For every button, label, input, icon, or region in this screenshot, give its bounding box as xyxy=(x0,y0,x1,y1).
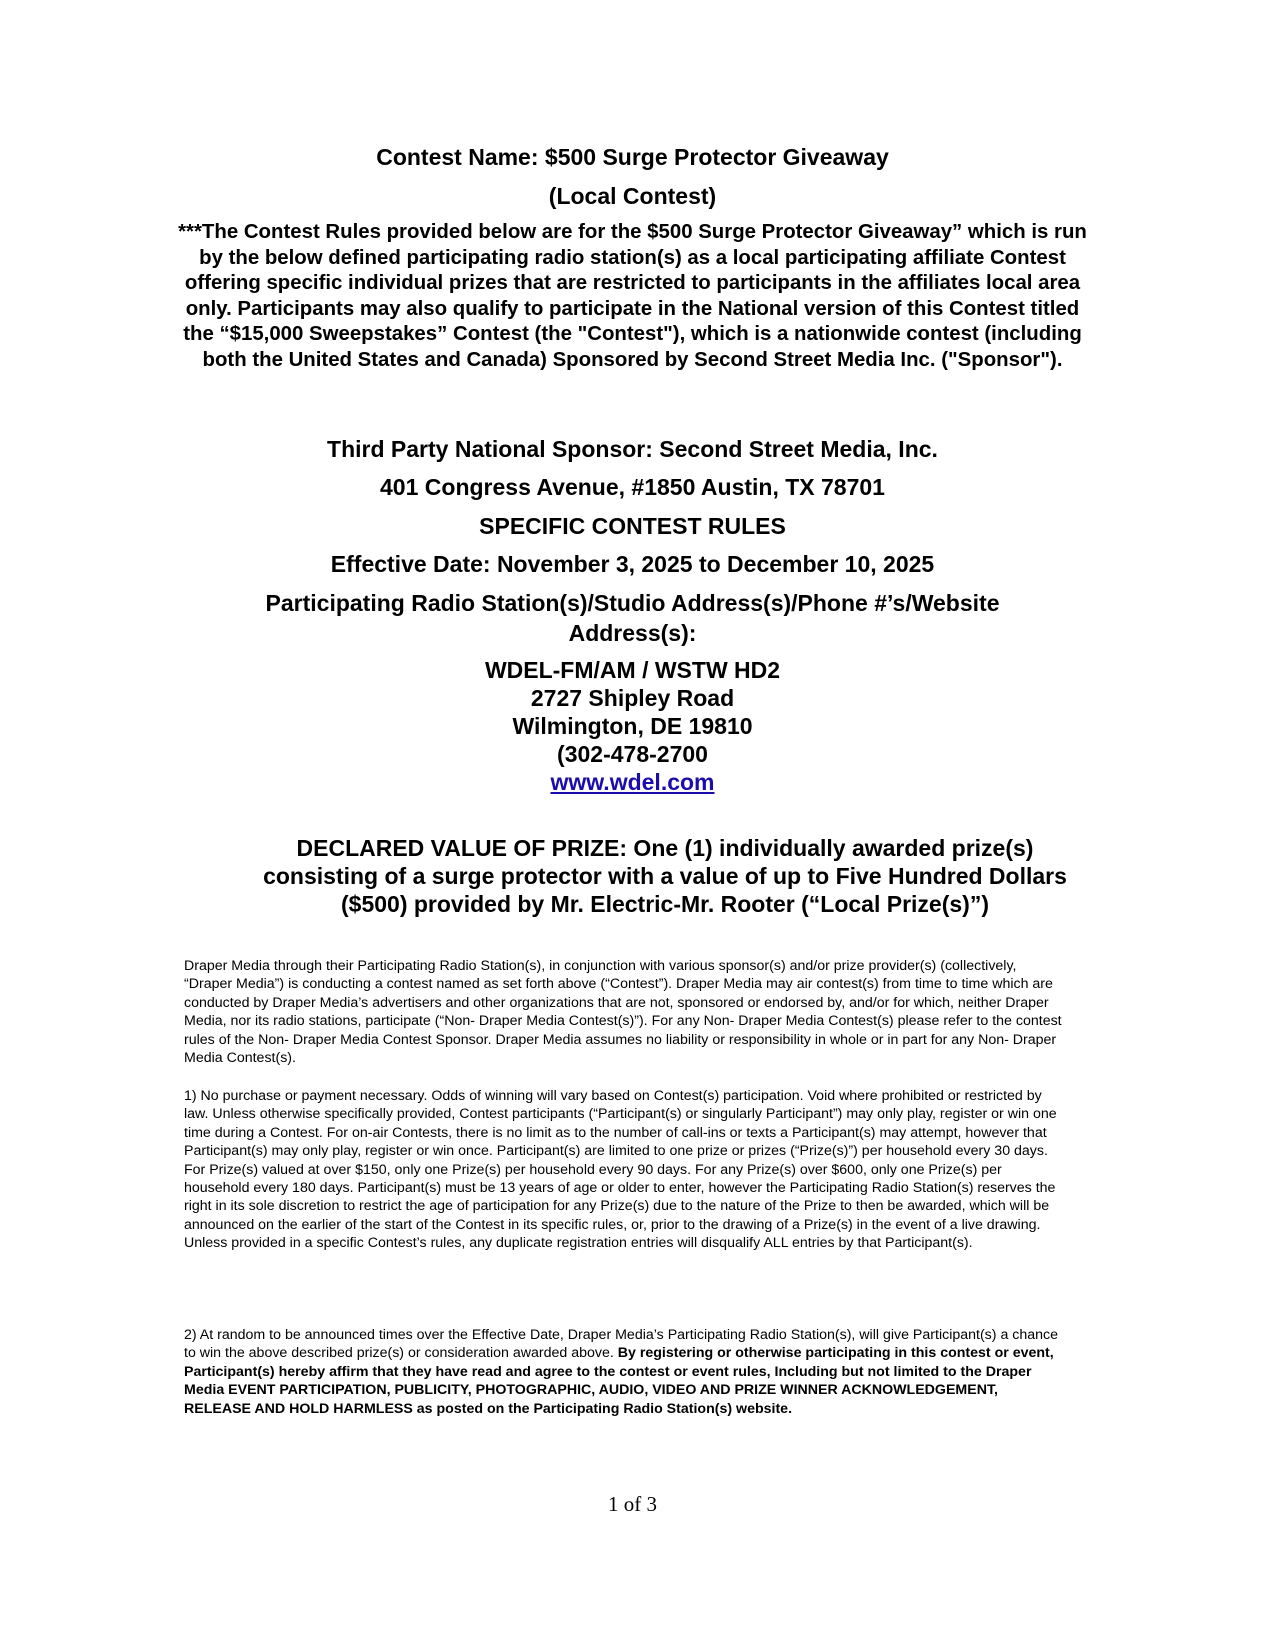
contest-type-heading: (Local Contest) xyxy=(548,183,717,209)
station-city: Wilmington, DE 19810 xyxy=(512,713,753,739)
rule-2-bold-text: By registering or otherwise participating in this contest or event, Participant(s) hereby affirm that they have read and agree to the contest or event rules, Including but not limited to the Draper Media EVENT PARTICIPATION, PUBLICITY, PHOTOGRAPHIC, AUDIO, VIDEO AND PRIZE WINNER ACKNOWLEDGEMENT, RELEASE AND HOLD HARMLESS as posted on the Participating Radio Station(s) website. xyxy=(184,1345,1054,1417)
page-number: 1 of 3 xyxy=(608,1492,657,1516)
rules-heading: SPECIFIC CONTEST RULES xyxy=(479,513,786,539)
contest-name-heading: Contest Name: $500 Surge Protector Giveaway xyxy=(376,144,889,170)
sponsor-name: Third Party National Sponsor: Second Street Media, Inc. xyxy=(327,436,938,462)
rule-2 xyxy=(184,1326,1064,1418)
station-website-link[interactable]: www.wdel.com xyxy=(550,769,715,795)
station-street: 2727 Shipley Road xyxy=(530,685,735,711)
rule-2-text: 2) At random to be announced times over the Effective Date, Draper Media’s Participating Radio Station(s), will give Participant(s) a chance to win the above described prize(s) or consideration awarded above. xyxy=(184,1327,1059,1362)
station-call-letters: WDEL-FM/AM / WSTW HD2 xyxy=(484,657,781,683)
declared-value-of-prize: DECLARED VALUE OF PRIZE: One (1) individually awarded prize(s) consisting of a surge protector with a value of up to Five Hundred Dollars ($500) provided by Mr. Electric-Mr. Rooter (“Local Prize(s)”) xyxy=(263,835,1067,917)
station-phone: (302-478-2700 xyxy=(557,741,708,767)
effective-date: Effective Date: November 3, 2025 to December 10, 2025 xyxy=(330,551,935,577)
rules-preamble: Draper Media through their Participating Radio Station(s), in conjunction with various sponsor(s) and/or prize provider(s) (collectively, “Draper Media”) is conducting a contest named as set forth above (“Contest”). Draper Media may air contest(s) from time to time which are conducted by Draper Media’s advertisers and other organizations that are not, sponsored or endorsed by, and/or for which, neither Draper Media, nor its radio stations, participate (“Non- Draper Media Contest(s)”). For any Non- Draper Media Contest(s) please refer to the contest rules of the Non- Draper Media Contest Sponsor. Draper Media assumes no liability or responsibility in whole or in part for any Non- Draper Media Contest(s). xyxy=(184,958,1062,1067)
stations-heading: Participating Radio Station(s)/Studio Address(s)/Phone #’s/Website Address(s): xyxy=(265,590,1000,646)
rule-1: 1) No purchase or payment necessary. Odds of winning will vary based on Contest(s) participation. Void where prohibited or restricted by law. Unless otherwise specifically provided, Contest participants (“Participant(s) or singularly Participant”) may only play, register or win one time during a Contest. For on-air Contests, there is no limit as to the number of call-ins or texts a Participant(s) may attempt, however that Participant(s) may only play, register or win once. Participant(s) are limited to one prize or prizes (“Prize(s)”) per household every 30 days. For Prize(s) valued at over $150, only one Prize(s) per household every 90 days. For any Prize(s) over $600, only one Prize(s) per household every 180 days. Participant(s) must be 13 years of age or older to enter, however the Participating Radio Station(s) reserves the right in its sole discretion to restrict the age of participation for any Prize(s) due to the nature of the Prize to then be awarded, which will be announced on the earlier of the start of the Contest in its specific rules, or, prior to the drawing of a Prize(s) in the event of a live drawing. Unless provided in a specific Contest’s rules, any duplicate registration entries will disqualify ALL entries by that Participant(s). xyxy=(184,1088,1057,1252)
intro-paragraph: ***The Contest Rules provided below are for the $500 Surge Protector Giveaway” which is run by the below defined participating radio station(s) as a local participating affiliate Contest offering specific individual prizes that are restricted to participants in the affiliates local area only. Participants may also qualify to participate in the National version of this Contest titled the “$15,000 Sweepstakes” Contest (the "Contest"), which is a nationwide contest (including both the United States and Canada) Sponsored by Second Street Media Inc. ("Sponsor"). xyxy=(178,221,1087,371)
station-website-row xyxy=(0,768,1265,797)
sponsor-address: 401 Congress Avenue, #1850 Austin, TX 78701 xyxy=(380,474,885,500)
